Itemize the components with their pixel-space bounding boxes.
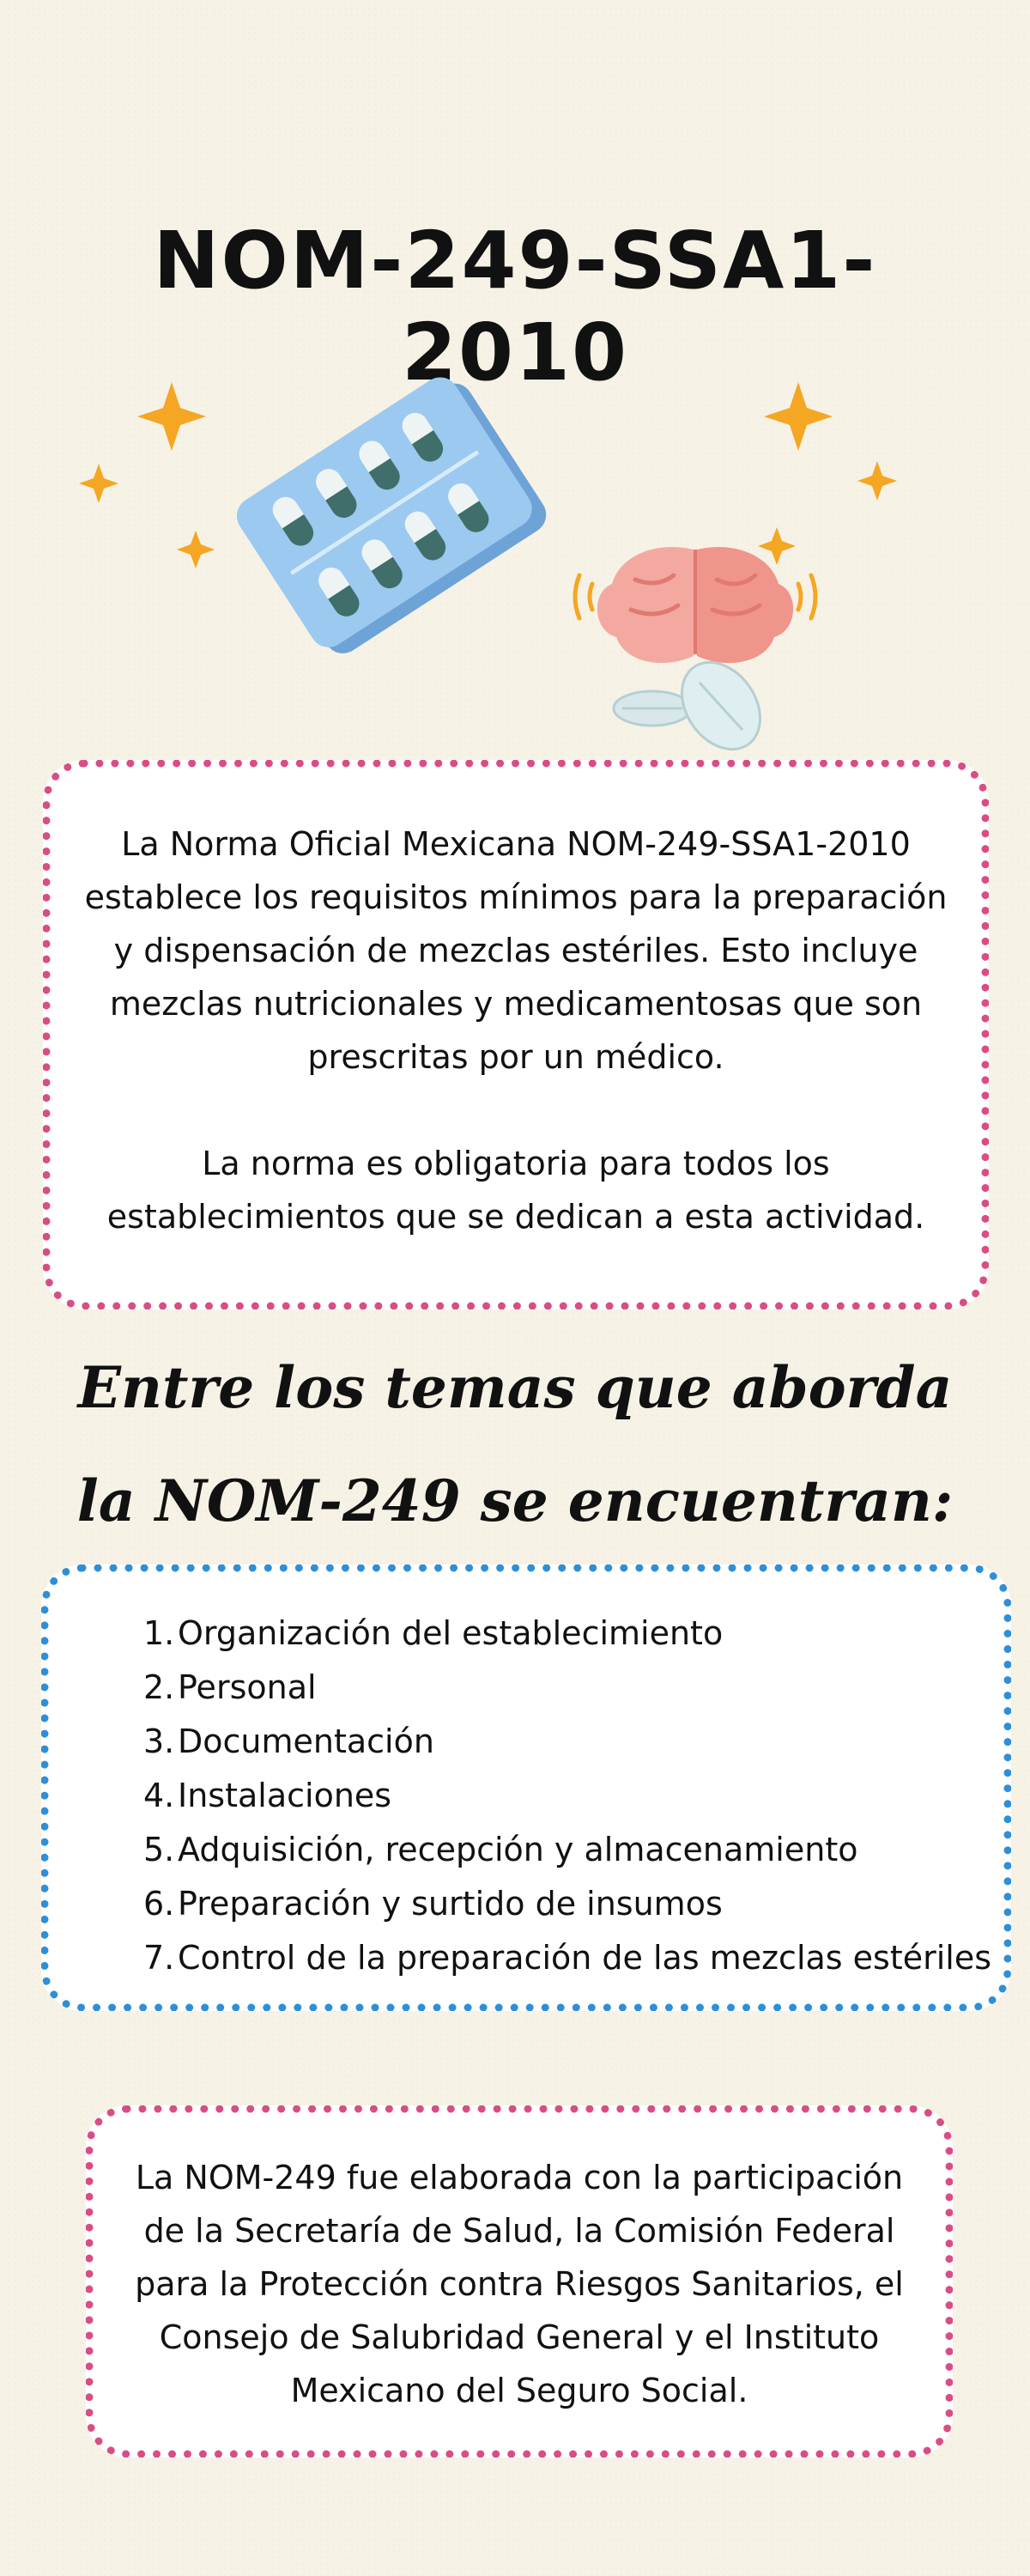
brain-icon (575, 547, 815, 663)
list-item-number: 1. (143, 1614, 175, 1652)
page-title: NOM-249-SSA1-2010 (153, 215, 877, 398)
list-item (143, 1877, 986, 1931)
list-item (143, 1931, 992, 1985)
illustration (0, 335, 1030, 781)
list-item-number: 4. (143, 1777, 175, 1814)
list-item (143, 1769, 986, 1823)
list-item-text: Documentación (178, 1722, 434, 1760)
list-item (143, 1715, 986, 1769)
list-item-text: Preparación y surtido de insumos (178, 1885, 723, 1923)
list-item (143, 1823, 986, 1877)
list-item-text: Control de la preparación de las mezclas estériles (178, 1939, 992, 1977)
list-item (143, 1607, 986, 1661)
pill-blister-icon (230, 366, 554, 665)
list-item-number: 6. (143, 1885, 175, 1923)
participation-text: La NOM-249 fue elaborada con la participación de la Secretaría de Salud, la Comisión Federal para la Protección contra Riesgos Sanitarios, el Consejo de Salubridad General y el Instituto Mexicano del Seguro Social. (135, 2159, 904, 2409)
list-item-number: 5. (143, 1831, 175, 1868)
list-item-number: 7. (143, 1939, 175, 1977)
list-item-text: Organización del establecimiento (178, 1614, 724, 1652)
topics-heading: Entre los temas que aborda la NOM-249 se encuentran: (76, 1354, 954, 1534)
list-item-text: Personal (178, 1668, 317, 1706)
tablet-icon (614, 647, 776, 764)
intro-paragraph-2: La norma es obligatoria para todos los establecimientos que se dedican a esta actividad. (106, 1145, 925, 1236)
list-item-number: 3. (143, 1722, 175, 1760)
list-item (143, 1661, 986, 1715)
topics-card (41, 1564, 1011, 2011)
intro-paragraph-1: La Norma Oficial Mexicana NOM-249-SSA1-2010 establece los requisitos mínimos para la preparación y dispensación de mezclas estériles. Esto incluye mezclas nutricionales y medicamentosas que son prescritas por un médico. (84, 825, 948, 1076)
participation-card (86, 2105, 953, 2458)
intro-card (43, 760, 989, 1309)
list-item-number: 2. (143, 1668, 175, 1706)
list-item-text: Adquisición, recepción y almacenamiento (178, 1831, 858, 1868)
topics-list (143, 1607, 992, 1985)
list-item-text: Instalaciones (178, 1777, 392, 1814)
